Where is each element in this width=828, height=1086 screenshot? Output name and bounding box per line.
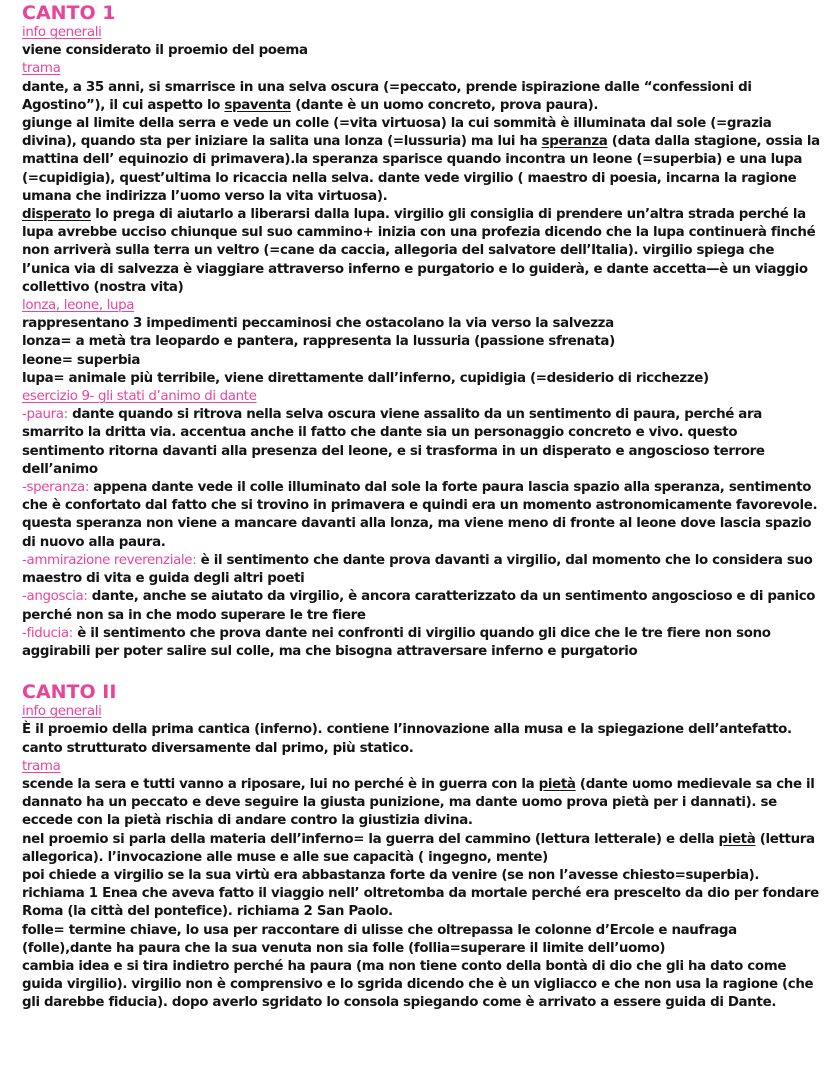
canto-1-trama-p1 (22, 79, 822, 115)
canto-2-trama-p3: poi chiede a virgilio se la sua virtù era abbastanza forte da venire (se non l’avesse chiesto=superbia). richiama 1 Enea che aveva fatto il viaggio nell’ oltretomba da mortale perché era prescelto da dio per fondare Roma (la città del pontefice). richiama 2 San Paolo. (22, 867, 819, 920)
text-run: (lettura allegorica). l’invocazione alle muse e alle sue capacità ( ingegno, mente) (22, 831, 815, 865)
text-run: dante, a 35 anni, si smarrisce in una selva oscura (=peccato, prende ispirazione dalle “confessioni di Agostino”), il cui aspetto lo (22, 79, 752, 113)
canto-1-esercizio-heading: esercizio 9- gli stati d’animo di dante (22, 389, 257, 405)
canto-2-trama-heading: trama (22, 758, 61, 774)
text-run: lo prega di aiutarlo a liberarsi dalla lupa. virgilio gli consiglia di prendere un’altra strada perché la lupa avrebbe ucciso chiunque sul suo cammino+ inizia con una profezia dicendo che la lupa continuerà finché non arriverà sulla terra un veltro (=cane da caccia, allegoria del salvatore dell’Italia). virgilio spiega che l’unica via di salvezza è viaggiare attraverso inferno e purgatorio e lo guiderà, e dante accetta—è un viaggio collettivo (nostra vita) (22, 207, 816, 295)
stato-text: dante, anche se aiutato da virgilio, è ancora caratterizzato da un sentimento angoscioso e di panico perché non sa in che modo superare le tre fiere (22, 589, 816, 623)
canto-2-info-heading: info generali (22, 704, 102, 720)
stato-label: -angoscia: (22, 589, 88, 605)
fiere-line: lupa= animale più terribile, viene direttamente dall’inferno, cupidigia (=desiderio di ricchezze) (22, 370, 709, 386)
underlined-word-spaventa: spaventa (224, 97, 291, 113)
notes-page (22, 2, 822, 1013)
stato-speranza (22, 479, 822, 552)
canto-1-fiere-heading: lonza, leone, lupa (22, 298, 135, 314)
stato-fiducia (22, 625, 822, 661)
fiere-line: lonza= a metà tra leopardo e pantera, rappresenta la lussuria (passione sfrenata) (22, 334, 615, 350)
stato-angoscia (22, 588, 822, 624)
stato-text: dante quando si ritrova nella selva oscura viene assalito da un sentimento di paura, perché ara smarrito la dritta via. accentua anche il fatto che dante sia un personaggio concreto e vivo. questo sentimento ritorna davanti alla presenza del leone, e si trasforma in un disperato e angoscioso terrore dell’animo (22, 407, 765, 477)
stato-paura (22, 406, 822, 479)
stato-label: -fiducia: (22, 625, 73, 641)
fiere-line: rappresentano 3 impedimenti peccaminosi che ostacolano la via verso la salvezza (22, 316, 614, 332)
canto-1-trama-heading: trama (22, 61, 61, 77)
text-run: (data dalla stagione, ossia la mattina dell’ equinozio di primavera).la speranza sparisce quando incontra un leone (=superbia) e una lupa (=cupidigia), quest’ultima lo ricaccia nella selva. dante vede virgilio ( maestro di poesia, incarna la ragione umana che indirizza l’uomo verso la vita virtuosa). (22, 134, 820, 204)
canto-2-title: CANTO II (22, 681, 117, 704)
section-spacer (22, 661, 822, 681)
text-run: giunge al limite della serra e vede un colle (=vita virtuosa) la cui sommità è illuminata dal sole (=grazia divina), quando sta per iniziare la salita una lonza (=lussuria) ma lui ha (22, 116, 772, 150)
canto-1-info-heading: info generali (22, 25, 102, 40)
stato-text: è il sentimento che dante prova davanti a virgilio, dal momento che lo considera suo maestro di vita e guida degli altri poeti (22, 552, 813, 587)
canto-2-trama-p2 (22, 831, 822, 867)
fiere-line: leone= superbia (22, 352, 141, 368)
canto-2-trama-p1 (22, 776, 822, 831)
stato-text: è il sentimento che prova dante nei confronti di virgilio quando gli dice che le tre fiere non sono aggirabili per poter salire sul colle, ma che bisogna attraversare inferno e purgatorio (22, 625, 771, 659)
canto-2-info-text: È il proemio della prima cantica (inferno). contiene l’innovazione alla musa e la spiegazione dell’antefatto. canto strutturato diversamente dal primo, più statico. (22, 722, 792, 756)
text-run: scende la sera e tutti vanno a riposare, lui no perché è in guerra con la (22, 776, 539, 792)
underlined-word-pieta: pietà (538, 776, 576, 792)
underlined-word-disperato: disperato (22, 207, 91, 223)
stato-label: -speranza: (22, 480, 89, 496)
canto-1-trama-p2 (22, 115, 822, 206)
canto-2-trama-p5: cambia idea e si tira indietro perché ha paura (ma non tiene conto della bontà di dio che gli ha dato come guida virgilio). virgilio non è comprensivo e lo sgrida dicendo che è un vigliacco e che non usa la ragione (che gli darebbe fiducia). dopo averlo sgridato lo consola spiegando come è arrivato a essere guida di Dante. (22, 958, 814, 1011)
stato-label: -ammirazione reverenziale: (22, 552, 197, 568)
canto-1-title: CANTO 1 (22, 2, 116, 24)
underlined-word-speranza: speranza (541, 134, 608, 150)
canto-1-trama-p3 (22, 206, 822, 297)
stato-text: appena dante vede il colle illuminato dal sole la forte paura lascia spazio alla speranza, sentimento che è confortato dal fatto che si trovino in primavera e quindi era un momento astronomicamente favorevole. questa speranza non viene a mancare davanti alla lonza, ma viene meno di fronte al leone dove lascia spazio di nuovo alla paura. (22, 480, 818, 550)
text-run: (dante è un uomo concreto, prova paura). (290, 97, 599, 113)
underlined-word-pieta: pietà (718, 831, 756, 847)
canto-2-trama-p4: folle= termine chiave, lo usa per raccontare di ulisse che oltrepassa le colonne d’Ercole e naufraga (folle),dante ha paura che la sua venuta non sia folle (follia=superare il limite dell’uomo) (22, 922, 737, 956)
stato-ammirazione (22, 552, 822, 588)
stato-label: -paura: (22, 407, 68, 423)
canto-1-info-text: viene considerato il proemio del poema (22, 43, 308, 59)
text-run: (dante uomo medievale sa che il dannato ha un peccato e deve seguire la giusta punizione, ma dante uomo prova pietà per i dannati). se eccede con la pietà rischia di andare contro la giustizia divina. (22, 776, 815, 829)
text-run: nel proemio si parla della materia dell’inferno= la guerra del cammino (lettura letterale) e della (22, 831, 719, 847)
